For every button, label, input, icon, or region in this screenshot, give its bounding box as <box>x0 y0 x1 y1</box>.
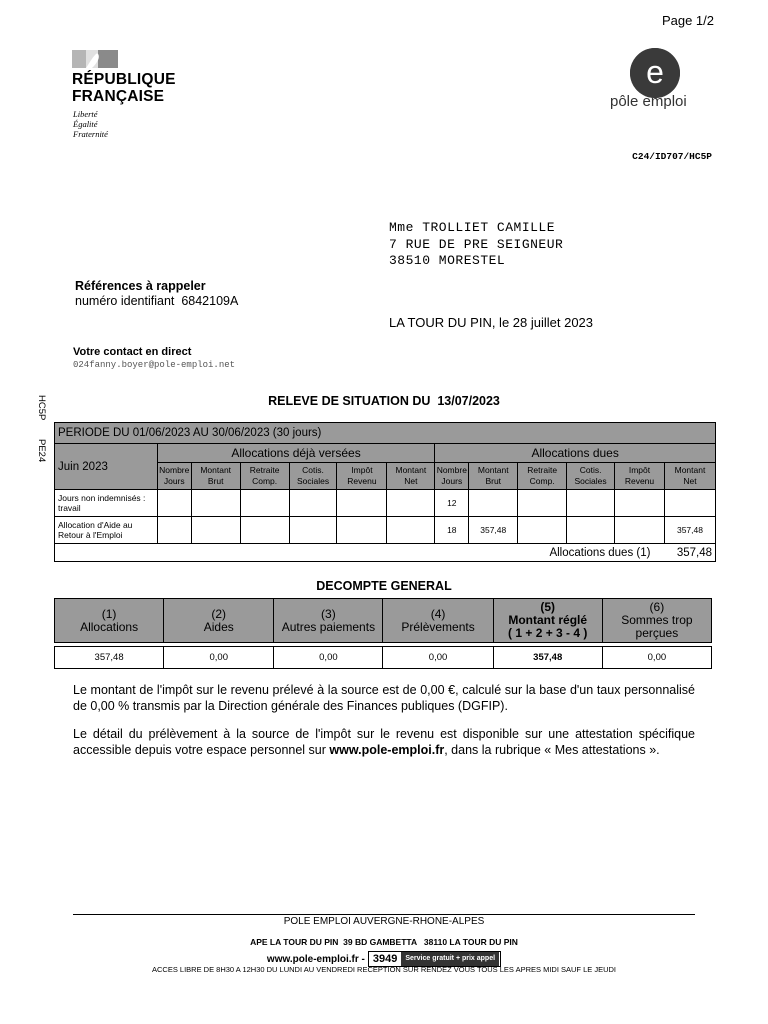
table-cell <box>191 517 240 544</box>
releve-title: RELEVE DE SITUATION DU 13/07/2023 <box>268 394 500 408</box>
column-header: Cotis. Sociales <box>289 463 337 490</box>
table-cell <box>157 517 191 544</box>
table-cell <box>240 517 289 544</box>
website-link[interactable]: www.pole-emploi.fr <box>329 742 445 757</box>
table-cell <box>157 490 191 517</box>
column-header: Nombre Jours <box>157 463 191 490</box>
table-row <box>55 517 716 544</box>
decompte-value: 0,00 <box>164 647 274 669</box>
column-header: Montant Net <box>387 463 435 490</box>
decompte-header: (2) Aides <box>164 599 274 643</box>
contact-email[interactable]: 024fanny.boyer@pole-emploi.net <box>73 360 236 370</box>
footer-divider <box>73 914 695 915</box>
period-label: PERIODE DU 01/06/2023 AU 30/06/2023 (30 jours) <box>55 423 716 444</box>
table-cell <box>240 490 289 517</box>
decompte-value: 0,00 <box>383 647 493 669</box>
references-title: Références à rappeler <box>75 279 206 293</box>
table-cell <box>387 490 435 517</box>
footer-address: APE LA TOUR DU PIN 39 BD GAMBETTA 38110 LA TOUR DU PIN <box>250 937 518 947</box>
id-label: numéro identifiant <box>75 294 175 308</box>
pole-emploi-logo <box>610 48 706 118</box>
column-header: Impôt Revenu <box>615 463 665 490</box>
marianne-icon <box>72 50 118 68</box>
table-cell <box>289 490 337 517</box>
table-cell: 12 <box>435 490 469 517</box>
table-row <box>55 490 716 517</box>
table-cell <box>567 517 615 544</box>
table-cell <box>337 490 387 517</box>
allocations-table <box>54 422 716 562</box>
address-line: Mme TROLLIET CAMILLE <box>389 220 556 235</box>
contact-title: Votre contact en direct <box>73 346 192 358</box>
column-header: Montant Brut <box>469 463 518 490</box>
table-cell <box>615 517 665 544</box>
phone-number: 3949 <box>372 953 398 965</box>
id-value: 6842109A <box>181 294 239 308</box>
recipient-address <box>389 220 563 270</box>
phone-note: Service gratuit + prix appel <box>401 952 499 966</box>
decompte-value: 357,48 <box>493 647 602 669</box>
decompte-header: (3) Autres paiements <box>274 599 383 643</box>
decompte-header: (5) Montant réglé ( 1 + 2 + 3 - 4 ) <box>493 599 602 643</box>
column-header: Cotis. Sociales <box>567 463 615 490</box>
table-cell <box>567 490 615 517</box>
decompte-value: 357,48 <box>55 647 164 669</box>
page-number: Page 1/2 <box>661 13 714 28</box>
column-header: Retraite Comp. <box>518 463 567 490</box>
month-label: Juin 2023 <box>55 444 158 490</box>
table-cell <box>337 517 387 544</box>
rf-motto: Liberté Égalité Fraternité <box>73 109 108 139</box>
pole-emploi-icon <box>630 48 680 98</box>
side-code: HC5P <box>36 395 47 421</box>
column-header: Impôt Revenu <box>337 463 387 490</box>
place-date: LA TOUR DU PIN, le 28 juillet 2023 <box>389 315 594 330</box>
group-versees: Allocations déjà versées <box>157 444 435 463</box>
decompte-header: (4) Prélèvements <box>383 599 493 643</box>
decompte-title: DECOMPTE GENERAL <box>316 579 452 593</box>
decompte-table <box>54 598 712 669</box>
attestation-paragraph: Le détail du prélèvement à la source de l'impôt sur le revenu est disponible sur une attestation spécifique accessible depuis votre espace personnel sur www.pole-emploi.fr, dans la rubrique « Mes attestations ». <box>73 727 695 757</box>
decompte-value: 0,00 <box>602 647 711 669</box>
total-value: 357,48 <box>664 544 715 562</box>
column-header: Montant Brut <box>191 463 240 490</box>
address-line: 38510 MORESTEL <box>389 253 506 268</box>
table-cell: 357,48 <box>664 517 715 544</box>
row-label: Jours non indemnisés : travail <box>55 490 158 517</box>
row-label: Allocation d'Aide au Retour à l'Emploi <box>55 517 158 544</box>
decompte-value: 0,00 <box>274 647 383 669</box>
table-cell <box>469 490 518 517</box>
table-cell <box>615 490 665 517</box>
footer-site[interactable]: www.pole-emploi.fr - <box>266 953 365 965</box>
rf-title: RÉPUBLIQUE FRANÇAISE <box>72 71 176 105</box>
table-cell <box>664 490 715 517</box>
table-cell <box>289 517 337 544</box>
table-cell: 357,48 <box>469 517 518 544</box>
column-header: Retraite Comp. <box>240 463 289 490</box>
total-label: Allocations dues (1) <box>55 544 665 562</box>
column-header: Montant Net <box>664 463 715 490</box>
republique-francaise-logo <box>72 50 180 142</box>
footer-hours: ACCES LIBRE DE 8H30 A 12H30 DU LUNDI AU VENDREDI RECEPTION SUR RENDEZ VOUS TOUS LES APRES MIDI SAUF LE JEUDI <box>151 965 617 974</box>
table-cell: 18 <box>435 517 469 544</box>
contact-block <box>73 346 235 370</box>
group-dues: Allocations dues <box>435 444 716 463</box>
tax-paragraph: Le montant de l'impôt sur le revenu prélevé à la source est de 0,00 €, calculé sur la base d'un taux personnalisé de 0,00 % transmis par la Direction générale des Finances publiques (DGFIP). <box>73 683 695 713</box>
table-cell <box>191 490 240 517</box>
table-cell <box>518 490 567 517</box>
pole-emploi-wordmark: pôle emploi <box>610 93 687 110</box>
footer-agency: POLE EMPLOI AUVERGNE-RHONE-ALPES <box>283 916 485 927</box>
table-cell <box>387 517 435 544</box>
document-reference-code: C24/ID707/HC5P <box>632 151 712 162</box>
decompte-header: (1) Allocations <box>55 599 164 643</box>
decompte-header: (6) Sommes trop perçues <box>602 599 711 643</box>
address-line: 7 RUE DE PRE SEIGNEUR <box>389 236 564 252</box>
side-code: PE24 <box>36 439 47 463</box>
svg-text:e: e <box>646 54 664 90</box>
references-block <box>75 279 238 309</box>
column-header: Nombre Jours <box>435 463 469 490</box>
table-cell <box>518 517 567 544</box>
